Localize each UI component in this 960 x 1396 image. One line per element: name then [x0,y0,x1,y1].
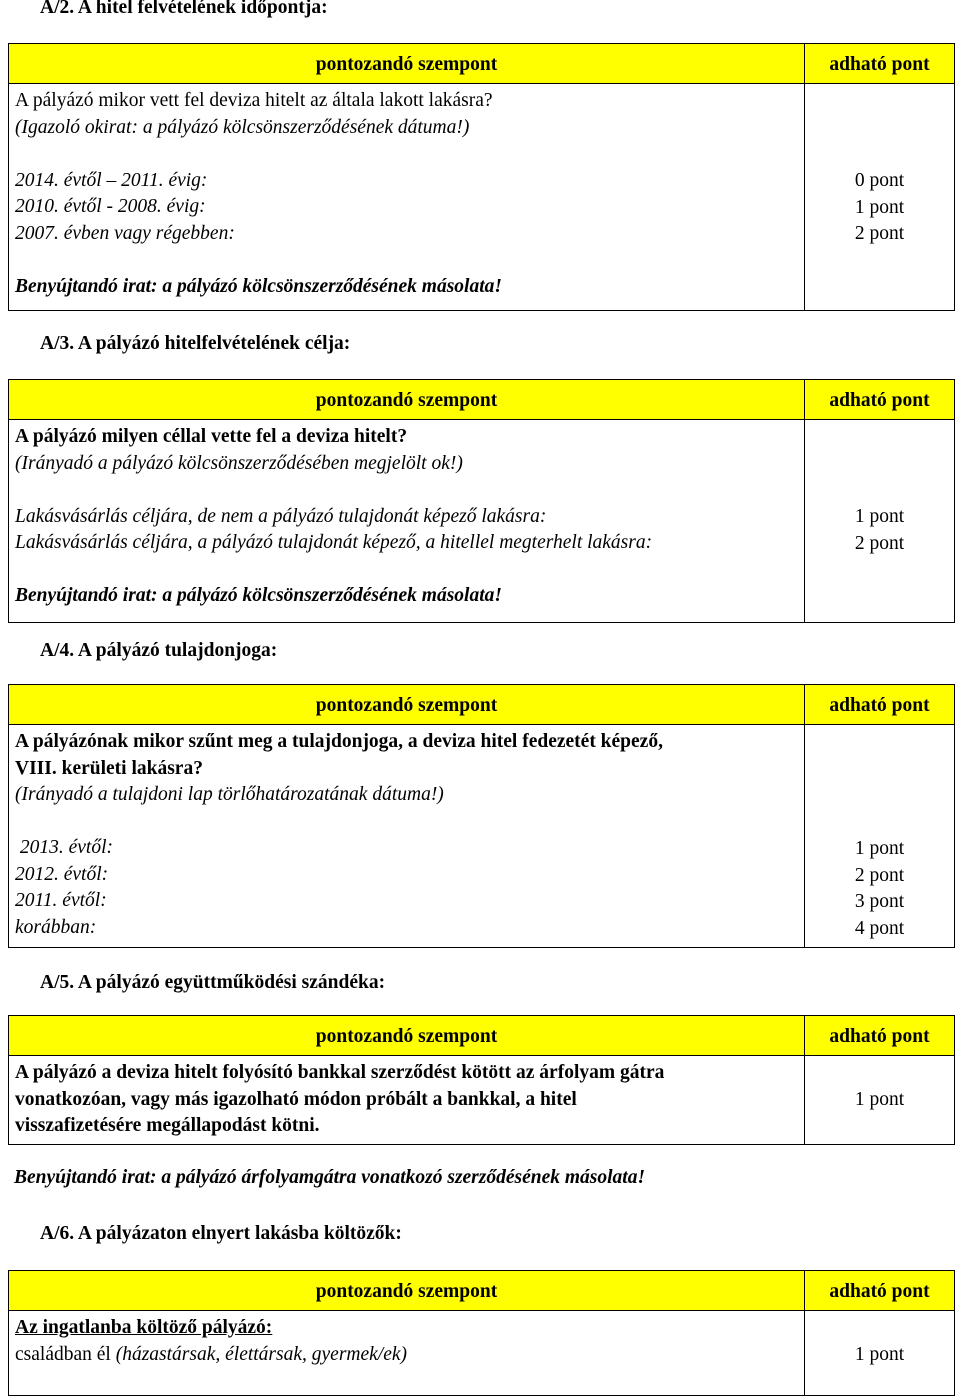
points-value: 3 pont [854,891,905,912]
points-value: 1 pont [854,1088,905,1110]
points-value: 0 pont [854,170,905,191]
points-value: 1 pont [854,1344,905,1365]
criterion-text: A pályázó a deviza hitelt folyósító bankkal szerződést kötött az árfolyam gátra [15,1062,665,1083]
points-value: 1 pont [854,196,905,218]
criterion-cell [9,1056,805,1145]
points-header: adható pont [805,685,955,725]
section-a3-table [8,379,955,623]
submit-note: Benyújtandó irat: a pályázó kölcsönszerződésének másolata! [15,585,502,606]
section-a2-title: A/2. A hitel felvételének időpontja: [40,0,328,18]
points-value: 4 pont [854,917,905,939]
option-note: (házastársak, élettársak, gyermek/ek) [115,1343,408,1365]
note-text: (Igazoló okirat: a pályázó kölcsönszerződésének dátuma!) [15,116,470,138]
submit-note: Benyújtandó irat: a pályázó kölcsönszerződésének másolata! [15,275,502,297]
section-a6-title: A/6. A pályázaton elnyert lakásba költözők: [40,1223,402,1244]
note-text: (Irányadó a tulajdoni lap törlőhatározatának dátuma!) [15,784,444,805]
criterion-header: pontozandó szempont [9,1271,805,1311]
section-a3-title: A/3. A pályázó hitelfelvételének célja: [40,333,351,354]
points-cell [805,84,955,311]
option-label: 2012. évtől: [15,863,109,885]
option-label: 2013. évtől: [15,837,114,858]
points-cell [805,1056,955,1145]
points-header: adható pont [805,1271,955,1311]
question-text: A pályázó milyen céllal vette fel a deviza hitelt? [15,426,408,447]
points-value: 2 pont [854,864,905,886]
section-a4-title: A/4. A pályázó tulajdonjoga: [40,640,278,661]
points-header: adható pont [805,1016,955,1056]
points-cell [805,1311,955,1396]
points-header: adható pont [805,380,955,420]
option-label: Lakásvásárlás céljára, a pályázó tulajdonát képező, a hitellel megterhelt lakásra: [15,532,653,553]
option-label: 2007. évben vagy régebben: [15,222,235,244]
criterion-cell [9,1311,805,1396]
criterion-cell [9,84,805,311]
subheading: Az ingatlanba költöző pályázó: [15,1317,273,1338]
option-label: 2014. évtől – 2011. évig: [15,169,208,191]
points-value: 1 pont [854,838,905,859]
option-label: korábban: [15,916,97,938]
criterion-text: visszafizetésére megállapodást kötni. [15,1115,320,1136]
points-cell [805,420,955,623]
points-cell [805,725,955,948]
criterion-cell [9,420,805,623]
option-label: 2011. évtől: [15,890,107,911]
section-a4-table [8,684,955,948]
section-a6-table [8,1270,955,1396]
note-text: (Irányadó a pályázó kölcsönszerződésében megjelölt ok!) [15,452,463,474]
criterion-header: pontozandó szempont [9,44,805,84]
question-text: A pályázónak mikor szűnt meg a tulajdonjoga, a deviza hitel fedezetét képező, [15,731,663,752]
points-value: 1 pont [854,506,905,527]
question-text: A pályázó mikor vett fel deviza hitelt az általa lakott lakásra? [15,90,493,111]
section-a2-table [8,43,955,311]
criterion-cell [9,725,805,948]
option-label: Lakásvásárlás céljára, de nem a pályázó tulajdonát képező lakásra: [15,505,547,527]
option-label: 2010. évtől - 2008. évig: [15,196,206,217]
points-header: adható pont [805,44,955,84]
section-a5-title: A/5. A pályázó együttműködési szándéka: [40,972,386,993]
criterion-header: pontozandó szempont [9,685,805,725]
points-value: 2 pont [854,223,905,244]
option-label-text: családban él [15,1343,116,1365]
submit-note: Benyújtandó irat: a pályázó árfolyamgátra vonatkozó szerződésének másolata! [14,1167,646,1188]
criterion-text: vonatkozóan, vagy más igazolható módon próbált a bankkal, a hitel [15,1088,577,1110]
question-text: VIII. kerületi lakásra? [15,757,203,779]
section-a5-table [8,1015,955,1145]
points-value: 2 pont [854,532,905,554]
criterion-header: pontozandó szempont [9,380,805,420]
option-label [15,1342,798,1369]
criterion-header: pontozandó szempont [9,1016,805,1056]
